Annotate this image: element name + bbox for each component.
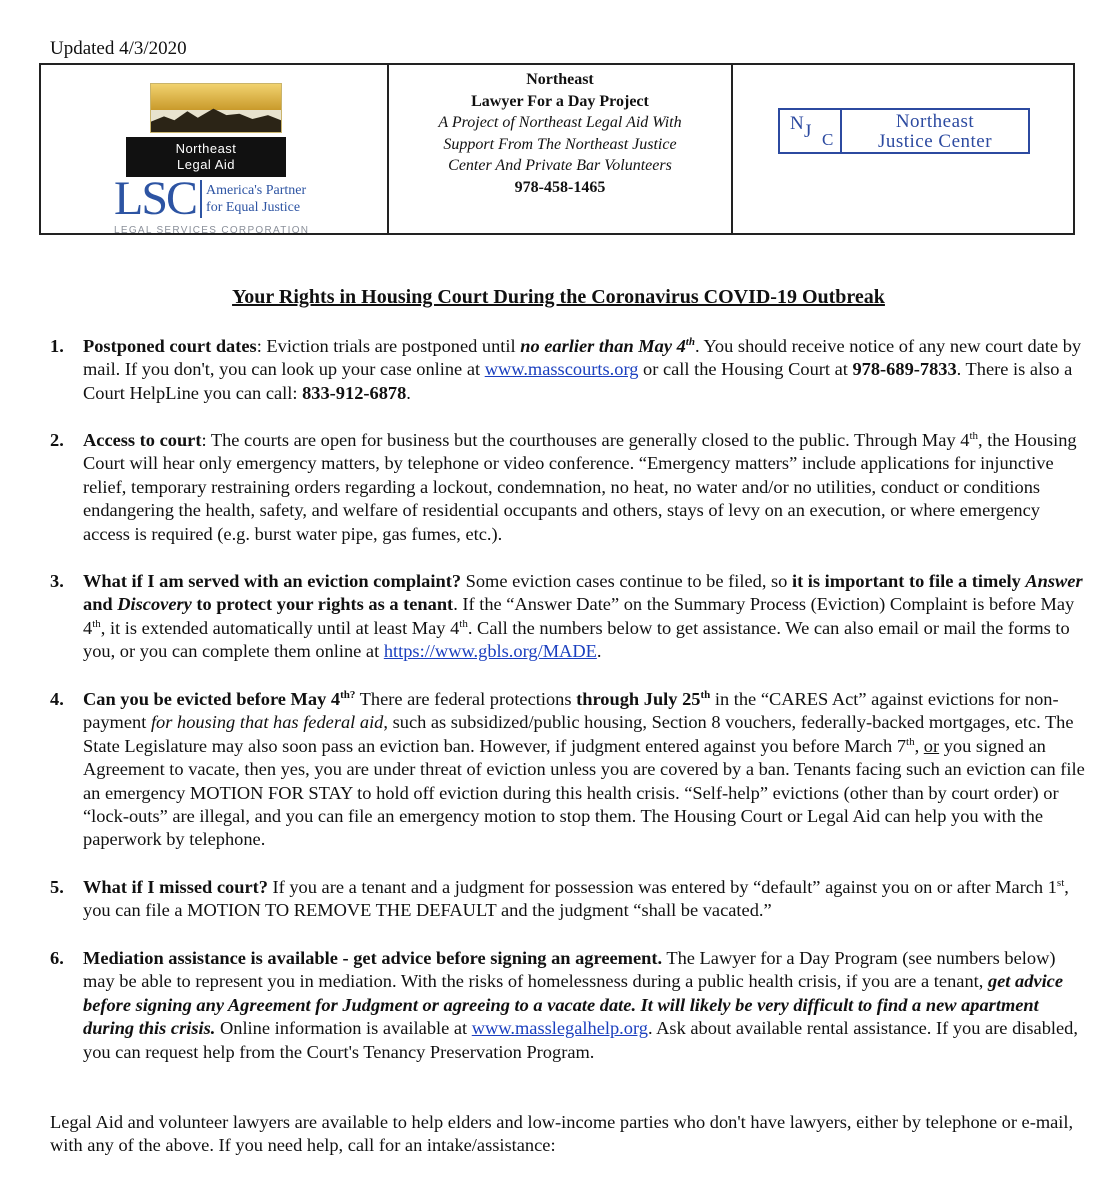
header-table [39, 63, 1075, 235]
list-item-1 [50, 335, 1090, 405]
item-body [83, 688, 1090, 852]
item-text: The Lawyer for a Day Program (see numbers below) may be able to represent you in mediation. With the risks of homelessness during a public health crisis, if you are a tenant, [83, 948, 1056, 992]
item-bold-italic: Answer [1025, 571, 1083, 591]
item-text: , it is extended automatically until at least May 4 [100, 617, 460, 638]
header-right-cell [731, 65, 1073, 233]
njc-name1: Northeast [895, 111, 975, 132]
item-underline: or [923, 735, 940, 756]
nla-line2: Legal Aid [177, 157, 235, 172]
item-number: 6. [50, 948, 64, 968]
ordinal-suffix: th [92, 617, 101, 630]
lsc-mark: LSC [114, 172, 197, 225]
project-line4: Support From The Northeast Justice [443, 135, 677, 153]
item-number: 5. [50, 877, 64, 897]
item-bold [576, 689, 710, 709]
item-emphasis [520, 336, 695, 356]
item-number: 2. [50, 430, 64, 450]
item-text: , the Housing Court will hear only emergency matters, by telephone or video conference. “Emergency matters” include applications for injunctive relief, temporary restraining orders regarding a lockout, condemnation, no heat, no water and/or no utilities, conduct or conditions endangering the health, safety, and welfare of residential occupants and others, stays of levy on an execution, or where emergency access is required (e.g. burst water pipe, gas fumes, etc.). [83, 430, 1077, 544]
njc-monogram [780, 110, 842, 152]
project-line1: Northeast [526, 71, 594, 88]
item-bold: to protect your rights as a tenant [191, 594, 454, 615]
list-item-6 [50, 947, 1090, 1064]
item-text: : The courts are open for business but the courthouses are generally closed to the public. Through May 4 [201, 430, 970, 450]
item-text: . There is also a Court HelpLine you can call: [83, 359, 1073, 403]
ordinal-suffix: th? [340, 688, 356, 701]
updated-date: Updated 4/3/2020 [50, 38, 187, 59]
item-heading: Mediation assistance is available - get advice before signing an agreement. [83, 948, 663, 968]
item-text: If you are a tenant and a judgment for possession was entered by “default” against you on or after March 1 [267, 877, 1057, 897]
item-text: , you can file a MOTION TO REMOVE THE DEFAULT and the judgment “shall be vacated.” [83, 877, 1069, 921]
header-middle-cell [387, 65, 731, 233]
ordinal-suffix: th [700, 688, 711, 701]
item-heading-text: Can you be evicted before May 4 [83, 689, 341, 709]
item-text: . Ask about available rental assistance. If you are disabled, you can request help from the Court's Tenancy Preservation Program. [83, 1018, 1078, 1062]
gbls-made-link[interactable]: https://www.gbls.org/MADE [383, 641, 597, 662]
item-text: , [914, 735, 924, 756]
project-line5: Center And Private Bar Volunteers [448, 157, 672, 174]
item-text: . You should receive notice of any new court date by mail. If you don't, you can look up your case online at [83, 336, 1082, 380]
project-line2: Lawyer For a Day Project [471, 92, 649, 110]
item-number: 3. [50, 571, 64, 591]
ordinal-suffix: th [969, 429, 978, 442]
list-item-2 [50, 429, 1090, 546]
item-body [83, 947, 1090, 1064]
masscourts-link[interactable]: www.masscourts.org [484, 359, 639, 380]
ordinal-suffix: th [459, 617, 468, 630]
list-item-3 [50, 570, 1090, 664]
northeast-legal-aid-logo [126, 83, 308, 177]
item-number: 1. [50, 336, 64, 356]
item-bold: it is important to file a timely [791, 571, 1026, 591]
helpline-phone[interactable]: 833-912-6878 [302, 382, 407, 403]
skyline-image [150, 83, 282, 133]
document-title: Your Rights in Housing Court During the Coronavirus COVID-19 Outbreak [232, 286, 885, 308]
item-text: , such as subsidized/public housing, Section 8 vouchers, federally-backed mortgages, etc. The State Legislature may also soon pass an eviction ban. However, if judgment entered against you before March 7 [83, 712, 1074, 756]
item-text: . If the “Answer Date” on the Summary Process (Eviction) Complaint is before May 4 [83, 594, 1075, 638]
njc-name [842, 110, 1028, 152]
lsc-tagline [206, 182, 306, 216]
njc-n: N [790, 113, 804, 134]
closing-paragraph: Legal Aid and volunteer lawyers are available to help elders and low-income parties who don't have lawyers, either by telephone or e-mail, with any of the above. If you need help, call for an intake/assistance: [50, 1112, 1074, 1156]
item-text: Some eviction cases continue to be filed, so [461, 571, 792, 591]
item-bold-italic: get advice before signing any Agreement for Judgment or agreeing to a vacate date. It will likely be very difficult to find a new apartment during this crisis. [83, 971, 1064, 1039]
item-bold-italic: Discovery [117, 594, 192, 615]
item-text: in the “CARES Act” against evictions for non-payment [83, 689, 1059, 733]
item-heading [83, 689, 355, 709]
item-heading: What if I missed court? [83, 877, 268, 897]
ordinal-suffix: st [1056, 876, 1065, 889]
item-text: or call the Housing Court at [638, 359, 853, 380]
njc-j: J [804, 121, 812, 142]
lsc-tag2: for Equal Justice [206, 200, 301, 215]
item-emphasis-text: no earlier than May 4 [520, 336, 686, 356]
item-text: . [406, 382, 411, 403]
item-text: . [596, 641, 602, 662]
item-body [83, 429, 1090, 546]
item-body [83, 570, 1090, 664]
item-text: There are federal protections [355, 689, 577, 709]
item-body [83, 335, 1090, 405]
nla-line1: Northeast [175, 141, 237, 156]
item-text: you signed an Agreement to vacate, then yes, you are under threat of eviction unless you are covered by a ban. Tenants facing such an eviction can file an emergency MOTION FOR STAY to hold off eviction during this health crisis. “Self-help” evictions (other than by court order) or “lock-outs” are illegal, and you can file an emergency motion to stop them. The Housing Court or Legal Aid can help you with the paperwork by telephone. [83, 735, 1085, 850]
nla-wordmark [126, 137, 286, 177]
item-bold: and [83, 594, 118, 615]
ordinal-suffix: th [906, 735, 915, 748]
housing-court-phone[interactable]: 978-689-7833 [852, 359, 957, 380]
item-number: 4. [50, 689, 64, 709]
project-phone[interactable]: 978-458-1465 [514, 178, 606, 196]
item-heading: Postponed court dates [83, 336, 257, 356]
item-text: . Call the numbers below to get assistance. We can also email or mail the forms to you, or you can complete them online at [83, 617, 1070, 662]
item-bold-text: through July 25 [576, 689, 701, 709]
ordinal-suffix: th [685, 335, 695, 348]
njc-name2: Justice Center [877, 131, 993, 152]
masslegalhelp-link[interactable]: www.masslegalhelp.org [471, 1018, 648, 1039]
njc-logo [778, 108, 1030, 154]
item-heading: What if I am served with an eviction complaint? [83, 571, 462, 591]
item-text: : Eviction trials are postponed until [256, 336, 521, 356]
item-heading: Access to court [83, 430, 202, 450]
item-italic: for housing that has federal aid [150, 712, 384, 733]
list-item-4 [50, 688, 1090, 852]
header-left-cell [41, 65, 387, 236]
item-body [83, 876, 1090, 923]
lsc-divider [200, 180, 202, 218]
njc-c: C [822, 130, 834, 149]
project-line3: A Project of Northeast Legal Aid With [438, 114, 682, 131]
list-item-5 [50, 876, 1090, 923]
lsc-subtitle: LEGAL SERVICES CORPORATION [114, 225, 310, 236]
lsc-logo [114, 172, 307, 225]
lsc-tag1: America's Partner [206, 183, 307, 198]
item-text: Online information is available at [215, 1018, 472, 1039]
